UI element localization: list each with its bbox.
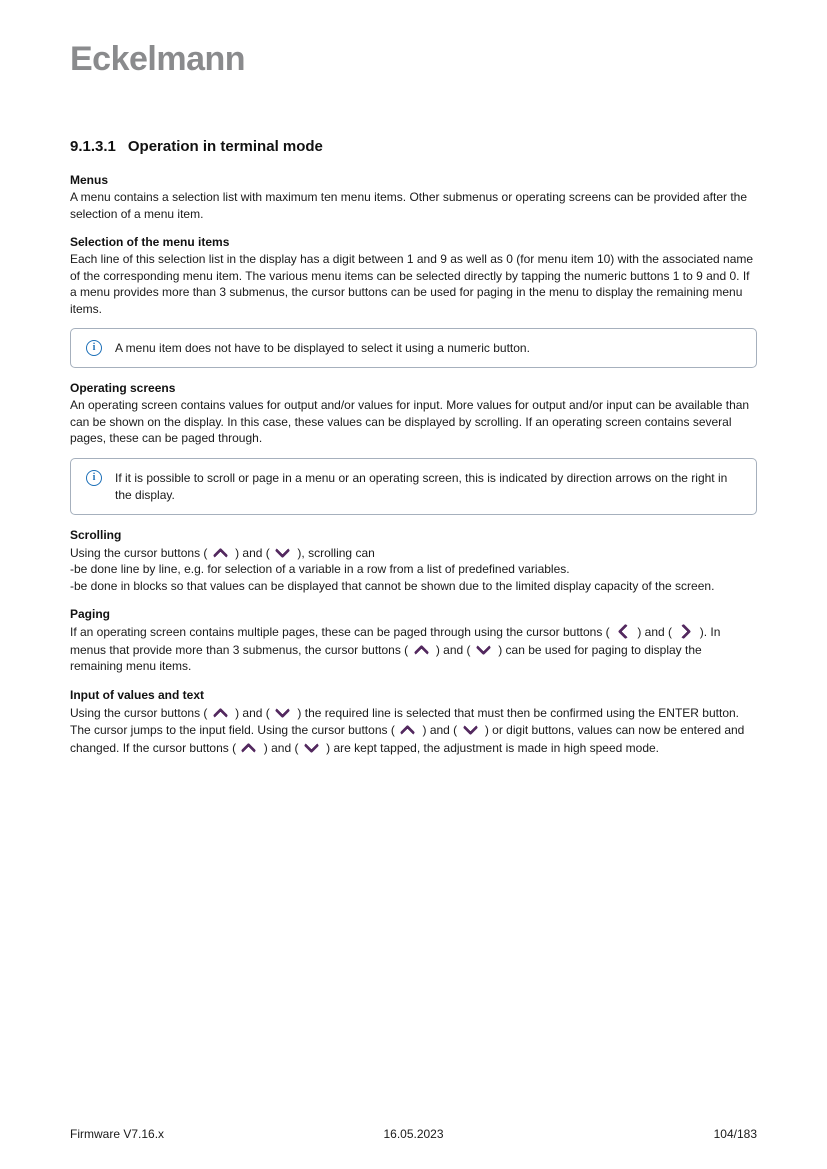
section-heading	[70, 138, 757, 155]
subheading: Selection of the menu items	[70, 235, 230, 249]
chevron-up-icon	[212, 544, 231, 560]
page-header	[70, 42, 757, 76]
subheading: Operating screens	[70, 381, 176, 395]
footer-date: 16.05.2023	[383, 1127, 444, 1141]
chevron-up-icon	[413, 641, 432, 657]
info-icon: i	[86, 340, 102, 356]
chevron-up-icon	[399, 721, 418, 737]
footer-page-number: 104/183	[713, 1127, 757, 1141]
paragraph: An operating screen contains values for output and/or values for input. More values for output and/or input can be available than can be shown on the display. In this case, these values can be displayed by scrolling. If an operating screen contains several pages, these can be paged through.	[70, 398, 750, 445]
paragraph: Using the cursor buttons ( ) and ( ) the required line is selected that must then be confirmed using the ENTER button. The cursor jumps to the input field. Using the cursor buttons ( ) and ( ) or digit buttons, values can now be entered and changed. If the cursor buttons ( ) and ( ) are kept tapped, the adjustment is made in high speed mode.	[70, 704, 757, 757]
chevron-down-icon	[462, 721, 481, 737]
document-body	[70, 173, 757, 756]
chevron-down-icon	[475, 641, 494, 657]
page-footer	[70, 1127, 757, 1141]
chevron-down-icon	[274, 544, 293, 560]
chevron-up-icon	[240, 739, 259, 755]
paragraph: Each line of this selection list in the display has a digit between 1 and 9 as well as 0 (for menu item 10) with the associated name of the corresponding menu item. The various menu items can be selected directly by tapping the numeric buttons 1 to 9 and 0. If a menu provides more than 3 submenus, the cursor buttons can be used for paging in the menu to display the remaining menu items.	[70, 252, 754, 316]
section-number: 9.1.3.1	[70, 138, 116, 155]
paragraph: If an operating screen contains multiple pages, these can be paged through using the cursor buttons ( ) and ( ). In menus that provide more than 3 submenus, the cursor buttons ( ) and ( ) can be used for paging to display the remaining menu items.	[70, 625, 721, 673]
section-title: Operation in terminal mode	[127, 138, 323, 155]
info-icon: i	[86, 470, 102, 486]
chevron-down-icon	[303, 739, 322, 755]
chevron-left-icon	[614, 623, 633, 639]
footer-firmware-version: Firmware V7.16.x	[70, 1127, 165, 1141]
info-box-text: If it is possible to scroll or page in a menu or an operating screen, this is indicated by direction arrows on the right in the display.	[115, 470, 728, 502]
paragraph: A menu contains a selection list with maximum ten menu items. Other submenus or operating screens can be provided after the selection of a menu item.	[70, 190, 748, 221]
eckelmann-logo: Eckelmann	[70, 40, 246, 78]
info-box-text: A menu item does not have to be displayed to select it using a numeric button.	[115, 341, 530, 355]
subheading: Input of values and text	[70, 687, 205, 702]
subheading: Scrolling	[70, 527, 122, 542]
info-box	[70, 328, 757, 368]
info-box	[70, 458, 757, 515]
chevron-right-icon	[676, 623, 695, 639]
paragraph: Using the cursor buttons ( ) and ( ), scrolling can -be done line by line, e.g. for selection of a variable in a row from a list of predefined variables. -be done in blocks so that values can be displayed that cannot be shown due to the limited display capacity of the screen.	[70, 544, 757, 595]
subheading: Menus	[70, 173, 109, 187]
chevron-down-icon	[274, 704, 293, 720]
subheading: Paging	[70, 607, 111, 621]
chevron-up-icon	[212, 704, 231, 720]
